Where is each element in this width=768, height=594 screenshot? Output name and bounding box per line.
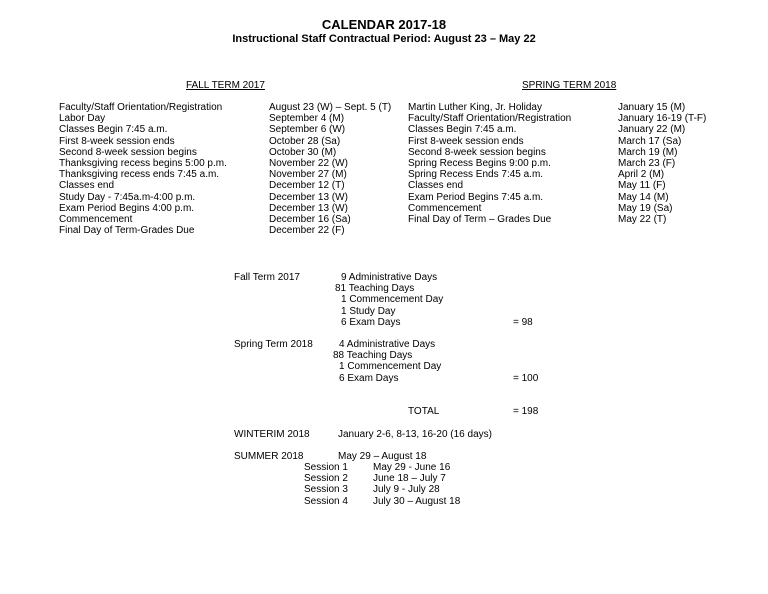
fall-event-label: Commencement [59, 213, 133, 225]
spring-event-label: Final Day of Term – Grades Due [408, 213, 552, 225]
summary-fall-line: 9 Administrative Days [341, 272, 438, 283]
summary-fall-line: 1 Study Day [341, 305, 396, 317]
fall-event-label: Exam Period Begins 4:00 p.m. [59, 202, 195, 214]
spring-event-date: March 19 (M) [618, 146, 678, 158]
summary-fall-line: 6 Exam Days [341, 316, 401, 328]
spring-event-label: Second 8-week session begins [408, 146, 546, 158]
fall-event-date: December 16 (Sa) [269, 213, 351, 225]
fall-event-date: November 27 (M) [269, 169, 347, 181]
spring-event-date: March 23 (F) [618, 157, 676, 169]
spring-event-date: May 11 (F) [618, 180, 666, 192]
fall-event-date: October 30 (M) [269, 146, 337, 158]
summary-spring-line: 6 Exam Days [339, 372, 399, 384]
summary-spring-line: 88 Teaching Days [333, 350, 413, 362]
page-title: CALENDAR 2017-18 [321, 17, 447, 32]
spring-event-labels [408, 102, 571, 225]
spring-event-date: May 22 (T) [618, 213, 667, 225]
fall-event-label: Thanksgiving recess ends 7:45 a.m. [59, 169, 220, 181]
grand-total-value: = 198 [513, 406, 539, 417]
spring-event-label: Commencement [408, 202, 482, 214]
spring-event-date: May 14 (M) [618, 191, 669, 203]
summary-fall-lines [335, 272, 443, 328]
summer-session-date: June 18 – July 7 [373, 473, 446, 485]
fall-event-date: December 22 (F) [269, 225, 345, 237]
fall-event-date: September 6 (W) [269, 124, 346, 136]
fall-event-date: December 12 (T) [269, 180, 345, 192]
summary-spring-label: Spring Term 2018 [234, 339, 313, 350]
summer-range: May 29 – August 18 [338, 451, 427, 462]
fall-event-label: Faculty/Staff Orientation/Registration [59, 102, 223, 113]
winterim-dates: January 2-6, 8-13, 16-20 (16 days) [338, 429, 492, 440]
fall-event-date: November 22 (W) [269, 157, 348, 169]
page-subtitle: Instructional Staff Contractual Period: August 23 – May 22 [232, 33, 536, 45]
summary-spring-lines [333, 339, 441, 384]
spring-event-date: April 2 (M) [618, 169, 665, 181]
summer-session-name: Session 2 [304, 473, 348, 485]
spring-event-date: March 17 (Sa) [618, 135, 682, 147]
spring-event-label: Classes Begin 7:45 a.m. [408, 124, 517, 136]
spring-event-date: May 19 (Sa) [618, 202, 673, 214]
summer-session-date: July 30 – August 18 [373, 495, 461, 507]
fall-event-label: Classes end [59, 180, 115, 192]
summer-session-names [304, 462, 348, 507]
fall-event-date: December 13 (W) [269, 191, 348, 203]
summer-session-name: Session 3 [304, 484, 348, 496]
winterim-label: WINTERIM 2018 [234, 429, 310, 440]
summer-session-date: July 9 - July 28 [373, 484, 440, 496]
spring-event-label: Classes end [408, 180, 464, 192]
spring-event-label: Spring Recess Ends 7:45 a.m. [408, 169, 544, 181]
grand-total-label: TOTAL [408, 406, 440, 417]
summary-spring-total: = 100 [513, 373, 539, 384]
spring-term-heading: SPRING TERM 2018 [522, 80, 617, 91]
fall-event-labels [59, 102, 227, 236]
spring-event-dates [618, 102, 706, 225]
spring-event-date: January 22 (M) [618, 124, 686, 136]
spring-event-label: Faculty/Staff Orientation/Registration [408, 113, 572, 125]
summary-fall-line: 1 Commencement Day [341, 294, 444, 306]
fall-event-label: Final Day of Term-Grades Due [59, 225, 195, 237]
fall-event-label: First 8-week session ends [59, 135, 175, 147]
summary-fall-label: Fall Term 2017 [234, 272, 300, 283]
fall-event-label: Second 8-week session begins [59, 146, 197, 158]
spring-event-date: January 15 (M) [618, 102, 686, 113]
spring-event-label: First 8-week session ends [408, 135, 524, 147]
fall-term-heading: FALL TERM 2017 [186, 80, 265, 91]
fall-event-label: Thanksgiving recess begins 5:00 p.m. [59, 157, 227, 169]
fall-event-dates [269, 102, 391, 236]
summer-session-dates [373, 462, 460, 507]
spring-event-label: Exam Period Begins 7:45 a.m. [408, 191, 544, 203]
summary-fall-total: = 98 [513, 317, 533, 328]
spring-event-date: January 16-19 (T-F) [618, 113, 707, 125]
fall-event-label: Study Day - 7:45a.m-4:00 p.m. [59, 191, 196, 203]
summer-session-date: May 29 - June 16 [373, 462, 451, 473]
summer-session-name: Session 4 [304, 495, 348, 507]
summer-label: SUMMER 2018 [234, 451, 304, 462]
spring-event-label: Spring Recess Begins 9:00 p.m. [408, 157, 551, 169]
fall-event-label: Classes Begin 7:45 a.m. [59, 124, 168, 136]
fall-event-label: Labor Day [59, 113, 106, 125]
fall-event-date: December 13 (W) [269, 202, 348, 214]
summer-session-name: Session 1 [304, 462, 348, 473]
fall-event-date: October 28 (Sa) [269, 135, 341, 147]
summary-fall-line: 81 Teaching Days [335, 283, 415, 295]
summary-spring-line: 1 Commencement Day [339, 361, 442, 373]
spring-event-label: Martin Luther King, Jr. Holiday [408, 102, 542, 113]
summary-spring-line: 4 Administrative Days [339, 339, 436, 350]
fall-event-date: September 4 (M) [269, 113, 345, 125]
fall-event-date: August 23 (W) – Sept. 5 (T) [269, 102, 392, 113]
